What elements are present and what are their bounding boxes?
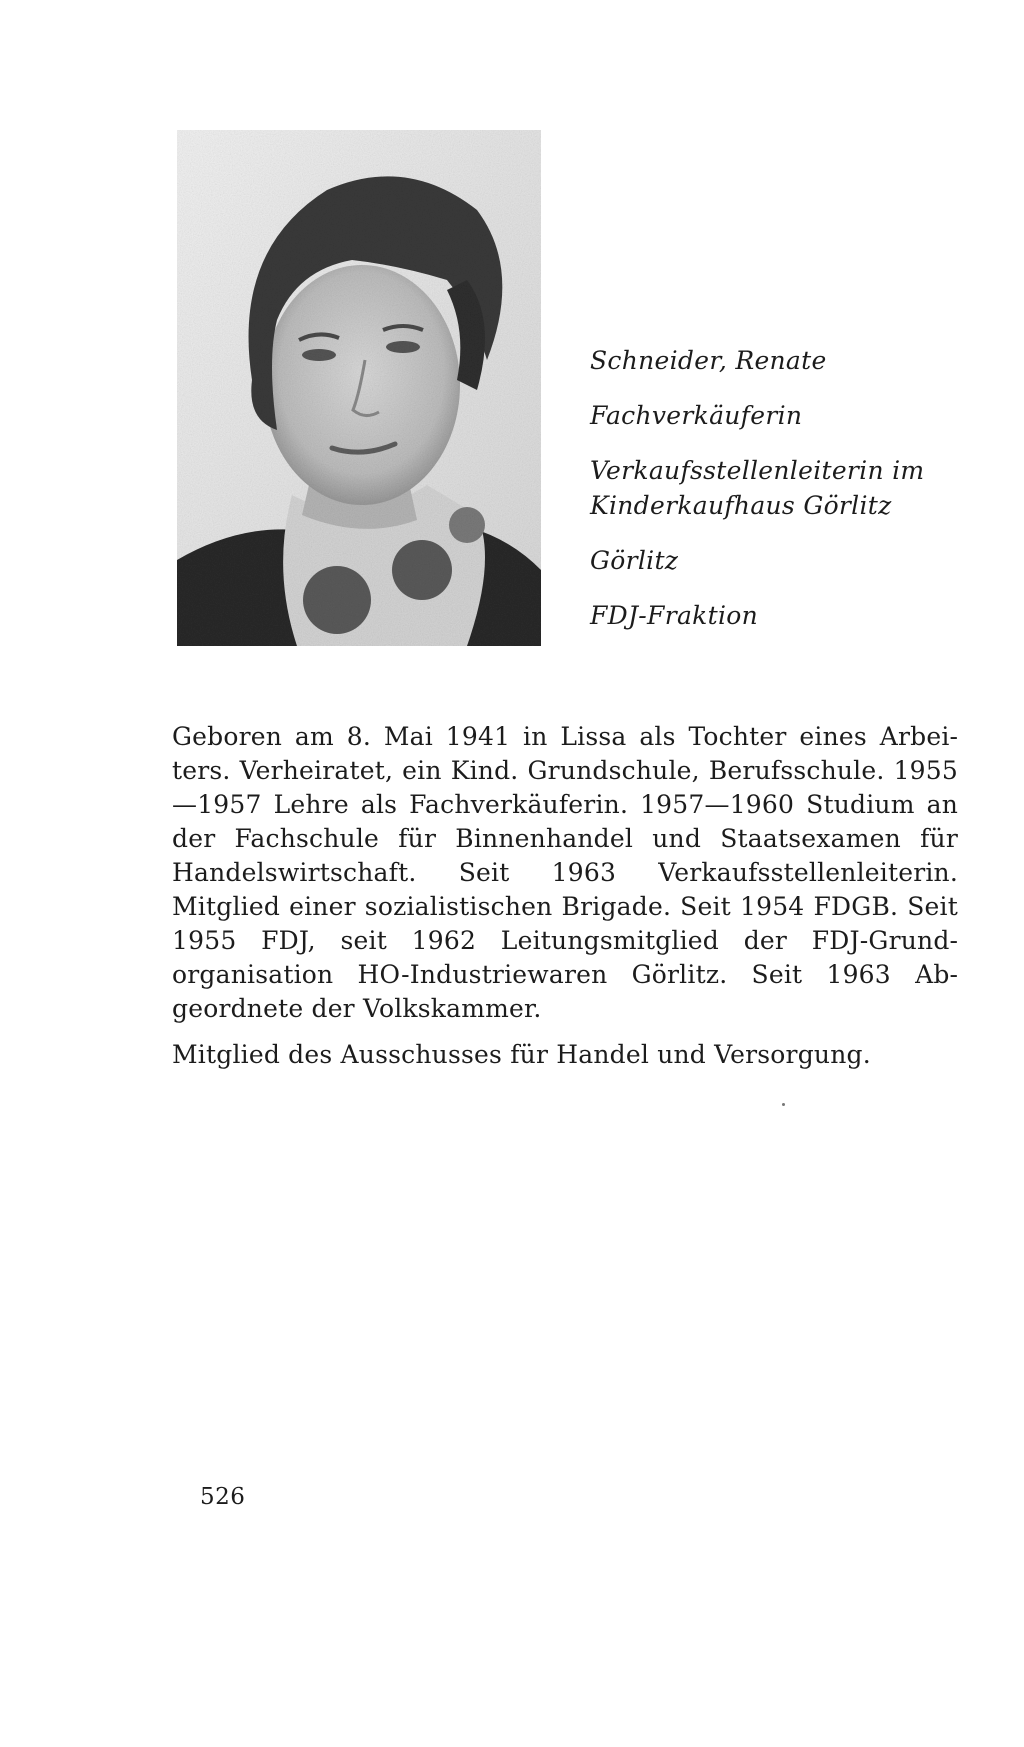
biography [172,720,958,1072]
person-name: Schneider, Renate [590,346,827,375]
page-number: 526 [200,1484,246,1510]
constituency: Görlitz [590,546,679,575]
position [590,453,924,523]
faction: FDJ-Fraktion [590,601,759,630]
profession: Fachverkäuferin [590,401,803,430]
committee-paragraph: Mitglied des Ausschusses für Handel und Versorgung. [172,1040,871,1069]
portrait-photo [177,130,541,646]
biography-paragraph: Geboren am 8. Mai 1941 in Lissa als Tochter eines Arbeiters. Verheiratet, ein Kind. Grundschule, Berufsschule. 1955—1957 Lehre als Fachverkäuferin. 1957—1960 Studium an der Fachschule für Binnenhandel und Staatsexamen für Handelswirtschaft. Seit 1963 Verkaufsstellenleiterin. Mitglied einer sozialistischen Brigade. Seit 1954 FDGB. Seit 1955 FDJ, seit 1962 Leitungsmitglied der FDJ-Grundorganisation HO-Industriewaren Görlitz. Seit 1963 Abgeordnete der Volkskammer. [172,722,958,1023]
print-speck [782,1103,785,1106]
position-line-1: Verkaufsstellenleiterin im [590,456,925,485]
position-line-2: Kinderkaufhaus Görlitz [590,491,892,520]
